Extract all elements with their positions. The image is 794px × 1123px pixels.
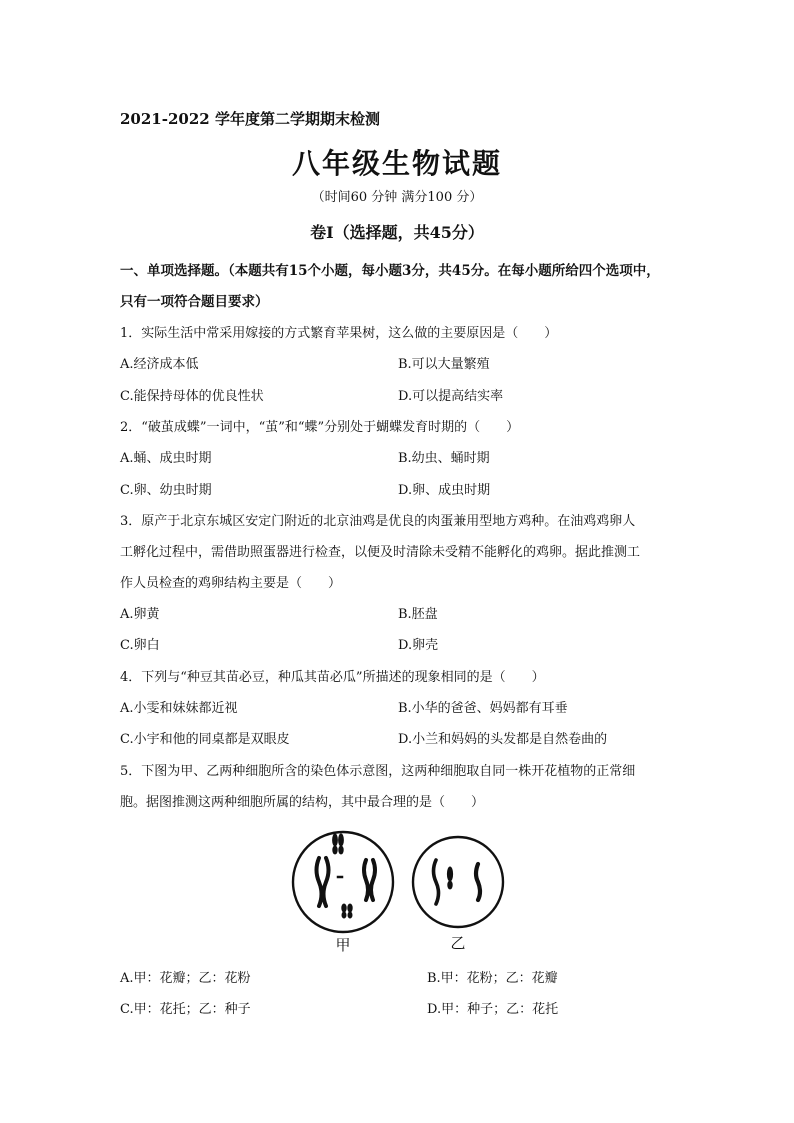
- question-5-option-b: B.甲：花粉；乙：花瓣: [427, 971, 558, 986]
- question-1-option-b: B.可以大量繁殖: [398, 357, 490, 372]
- question-2-option-c: C.卵、幼虫时期: [120, 483, 212, 498]
- question-3-stem-line3: 作人员检查的鸡卵结构主要是（ ）: [120, 576, 342, 591]
- question-5-stem-line1: 5．下图为甲、乙两种细胞所含的染色体示意图，这两种细胞取自同一株开花植物的正常细: [120, 764, 636, 779]
- question-2-option-d: D.卵、成虫时期: [398, 483, 491, 498]
- cell-yi-chromosomes: [434, 860, 481, 904]
- question-1-stem: 1．实际生活中常采用嫁接的方式繁育苹果树，这么做的主要原因是（ ）: [120, 326, 558, 341]
- cell-yi-outline: [413, 837, 503, 927]
- question-3-stem-line1: 3．原产于北京东城区安定门附近的北京油鸡是优良的肉蛋兼用型地方鸡种。在油鸡鸡卵人: [120, 514, 636, 529]
- question-5-option-a: A.甲：花瓣；乙：花粉: [120, 971, 251, 986]
- question-5-option-d: D.甲：种子；乙：花托: [427, 1002, 559, 1017]
- exam-time-score: （时间60 分钟 满分100 分）: [311, 190, 483, 205]
- question-1-option-d: D.可以提高结实率: [398, 389, 504, 404]
- cell-yi-label: 乙: [450, 934, 466, 952]
- volume-heading: 卷Ⅰ（选择题，共45分）: [310, 223, 484, 242]
- question-4-option-c: C.小宇和他的同桌都是双眼皮: [120, 732, 290, 747]
- question-3-stem-line2: 工孵化过程中，需借助照蛋器进行检查，以便及时清除未受精不能孵化的鸡卵。据此推测工: [120, 545, 641, 560]
- question-3-option-b: B.胚盘: [398, 607, 438, 622]
- cell-jia-chromosomes: [317, 834, 376, 918]
- question-1-option-c: C.能保持母体的优良性状: [120, 389, 264, 404]
- question-3-option-c: C.卵白: [120, 638, 160, 653]
- question-5-option-c: C.甲：花托；乙：种子: [120, 1002, 251, 1017]
- question-4-option-b: B.小华的爸爸、妈妈都有耳垂: [398, 701, 568, 716]
- question-2-stem: 2．“破茧成蝶”一词中，“茧”和“蝶”分别处于蝴蝶发育时期的（ ）: [120, 420, 520, 435]
- question-5-stem-line2: 胞。据图推测这两种细胞所属的结构，其中最合理的是（ ）: [120, 795, 485, 810]
- question-4-option-d: D.小兰和妈妈的头发都是自然卷曲的: [398, 732, 608, 747]
- question-2-option-b: B.幼虫、蛹时期: [398, 451, 490, 466]
- cell-jia-label: 甲: [335, 936, 351, 954]
- question-1-option-a: A.经济成本低: [120, 357, 199, 372]
- section-instruction-line1: 一、单项选择题。（本题共有15个小题，每小题3分，共45分。在每小题所给四个选项中，: [120, 263, 660, 279]
- question-4-option-a: A.小雯和妹妹都近视: [120, 701, 238, 716]
- question-4-stem: 4．下列与“种豆其苗必豆，种瓜其苗必瓜”所描述的现象相同的是（ ）: [120, 670, 545, 685]
- section-instruction-line2: 只有一项符合题目要求）: [120, 294, 269, 310]
- semester-heading: 2021-2022 学年度第二学期期末检测: [120, 110, 380, 128]
- chromosome-diagram: [288, 822, 508, 958]
- question-3-option-d: D.卵壳: [398, 638, 439, 653]
- question-2-option-a: A.蛹、成虫时期: [120, 451, 212, 466]
- page-title: 八年级生物试题: [291, 147, 502, 180]
- question-3-option-a: A.卵黄: [120, 607, 160, 622]
